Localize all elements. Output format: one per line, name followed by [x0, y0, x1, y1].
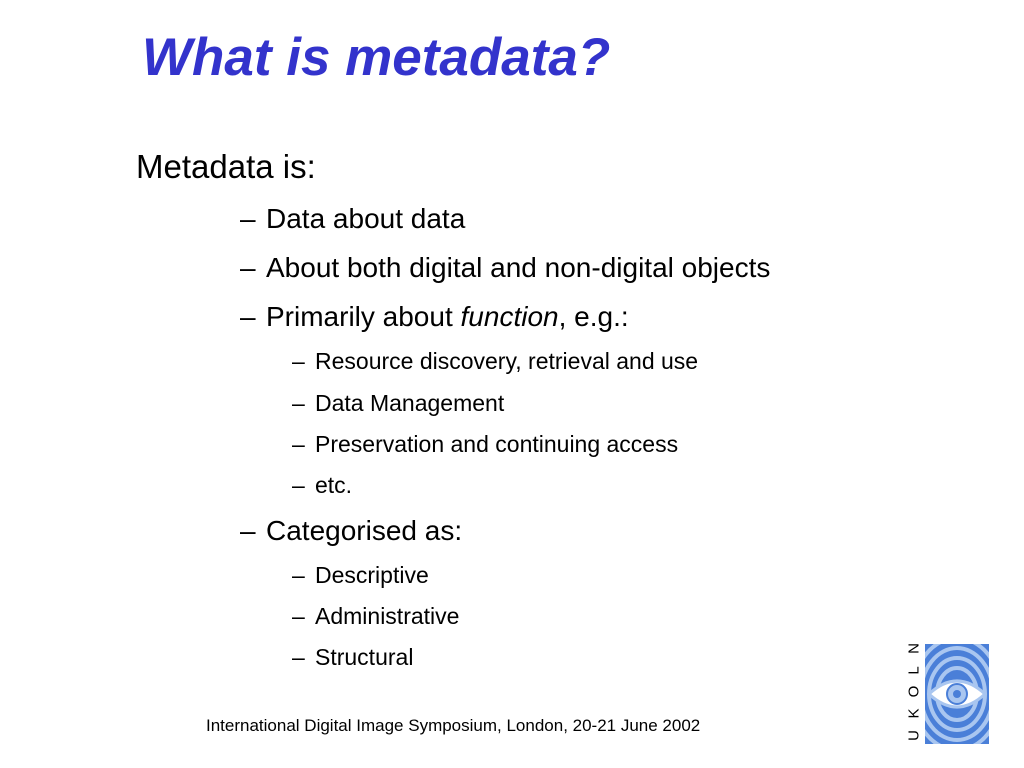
logo-letter: O	[905, 685, 923, 698]
bullet-dash: –	[240, 301, 256, 332]
bullet-dash: –	[292, 390, 305, 416]
sub-bullet-item	[292, 472, 352, 499]
bullet-item	[240, 515, 462, 547]
bullet-dash: –	[292, 348, 305, 374]
slide-title: What is metadata?	[142, 28, 611, 87]
intro-text: Metadata is:	[136, 148, 316, 185]
bullet-text: Data Management	[315, 390, 505, 416]
bullet-text: Structural	[315, 644, 414, 670]
bullet-dash: –	[292, 472, 305, 498]
bullet-text-suffix: , e.g.:	[558, 301, 629, 332]
bullet-text-prefix: Primarily about	[266, 301, 461, 332]
bullet-text: Descriptive	[315, 562, 429, 588]
bullet-text: Administrative	[315, 603, 460, 629]
logo-wordmark	[902, 636, 926, 748]
bullet-text: Preservation and continuing access	[315, 431, 679, 457]
bullet-dash: –	[292, 603, 305, 629]
bullet-text: Resource discovery, retrieval and use	[315, 348, 699, 374]
sub-bullet-item	[292, 348, 698, 375]
sub-bullet-item	[292, 562, 429, 589]
bullet-text-emphasis: function	[460, 301, 559, 332]
ukoln-logo	[902, 636, 990, 748]
sub-bullet-item	[292, 390, 504, 417]
bullet-dash: –	[240, 203, 256, 234]
eye-logo-icon	[925, 644, 989, 744]
logo-letter: L	[905, 666, 923, 675]
bullet-dash: –	[292, 562, 305, 588]
sub-bullet-item	[292, 603, 459, 630]
logo-letter: N	[905, 643, 923, 654]
slide-footer: International Digital Image Symposium, London, 20-21 June 2002	[206, 716, 701, 735]
bullet-item	[240, 301, 629, 333]
bullet-item	[240, 203, 465, 235]
bullet-dash: –	[292, 431, 305, 457]
logo-letter: K	[905, 708, 923, 719]
bullet-dash: –	[292, 644, 305, 670]
bullet-item	[240, 252, 770, 284]
bullet-dash: –	[240, 515, 256, 546]
bullet-text: Categorised as:	[266, 515, 463, 546]
bullet-text: etc.	[315, 472, 353, 498]
bullet-dash: –	[240, 252, 256, 283]
sub-bullet-item	[292, 644, 413, 671]
logo-letter: U	[905, 730, 923, 741]
bullet-text: Data about data	[266, 203, 466, 234]
sub-bullet-item	[292, 431, 678, 458]
bullet-text	[266, 301, 629, 333]
bullet-text: About both digital and non-digital objects	[266, 252, 771, 283]
